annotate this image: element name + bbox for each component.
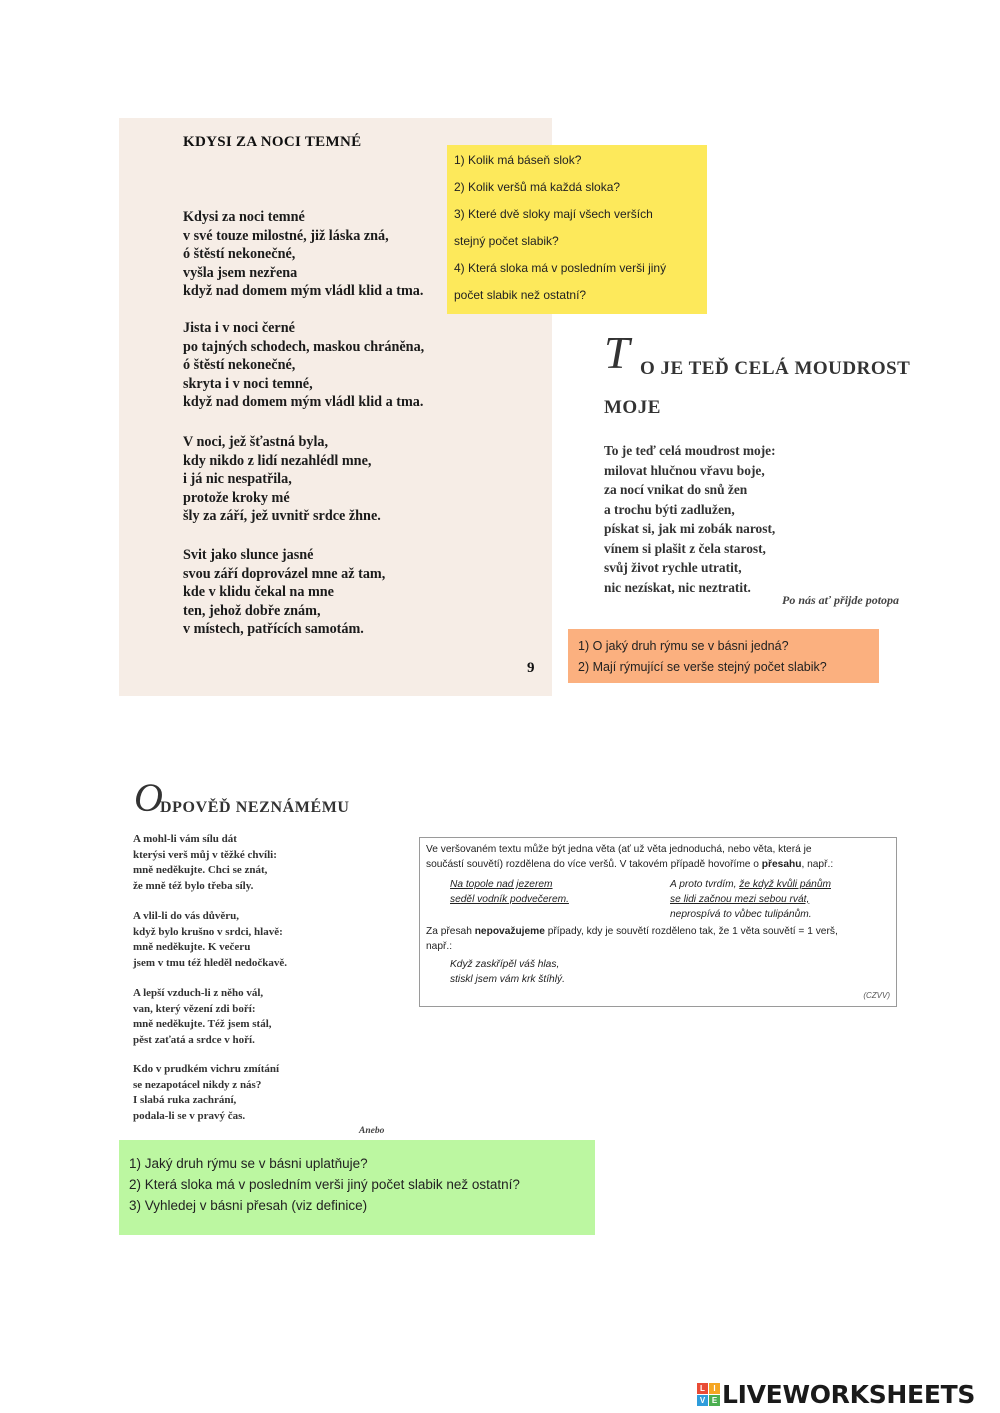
question: 2) Mají rýmující se verše stejný počet slabik? — [578, 660, 827, 674]
logo-cell: I — [709, 1383, 720, 1394]
verse: A lepší vzduch-li z něho vál, — [133, 987, 264, 999]
verse: v místech, patřících samotám. — [183, 621, 364, 638]
poem2-title: O JE TEĎ CELÁ MOUDROST — [640, 358, 911, 379]
definition-text-part: případy, kdy je souvětí rozděleno tak, že 1 věta souvětí = 1 verš, — [544, 926, 838, 937]
poem3-stanza-4 — [133, 1062, 279, 1124]
verse: podala-li se v pravý čas. — [133, 1109, 246, 1122]
example-verse: Když zaskřípěl váš hlas, — [450, 959, 560, 970]
verse: svůj život rychle utratit, — [604, 560, 742, 575]
poem2-body — [604, 441, 776, 597]
page-number: 9 — [527, 660, 535, 676]
verse: že mně též bylo třeba síly. — [133, 879, 254, 892]
definition-text-part: součástí souvětí) rozdělena do více veršů. V takovém případě hovoříme o — [426, 859, 762, 870]
example-verse: seděl vodník podvečerem. — [450, 893, 569, 905]
verse: mně neděkujte. Chci se znát, — [133, 864, 268, 877]
orange-question-box — [568, 629, 879, 683]
definition-text: Ve veršovaném textu může být jedna věta (ať už věta jednoduchá, nebo věta, která je — [426, 844, 812, 855]
question: 2) Kolik veršů má každá sloka? — [454, 180, 621, 194]
poem2-title-initial: T — [604, 327, 630, 378]
definition-text-part: Za přesah — [426, 926, 475, 937]
green-question-box — [119, 1140, 595, 1235]
example-verse: Na topole nad jezerem — [450, 879, 553, 890]
definition-text — [426, 926, 838, 937]
verse: a trochu býti zadlužen, — [604, 501, 735, 517]
term-nepovazujeme: nepovažujeme — [474, 926, 545, 937]
verse: pískat si, jak mi zobák narost, — [604, 521, 776, 536]
question: 1) Jaký druh rýmu se v básni uplatňuje? — [129, 1156, 368, 1171]
poem1-title: KDYSI ZA NOCI TEMNÉ — [183, 134, 362, 150]
verse: po tajných schodech, maskou chráněna, — [183, 338, 425, 355]
example-2 — [670, 878, 831, 922]
logo-cell: E — [709, 1395, 720, 1406]
verse: za nocí vnikat do snů žen — [604, 482, 748, 497]
verse: když bylo krušno v srdci, hlavě: — [133, 925, 283, 938]
verse: To je teď celá moudrost moje: — [604, 443, 776, 458]
example-verse: se lidi začnou mezi sebou rvát, — [670, 893, 810, 905]
question: 3) Které dvě sloky mají všech verších — [454, 207, 653, 221]
question: počet slabik než ostatní? — [454, 288, 587, 302]
logo-icon — [697, 1383, 720, 1406]
example-3 — [450, 958, 565, 988]
verse: vyšla jsem nezřena — [183, 264, 298, 281]
example-verse-part: A proto tvrdím, — [670, 879, 740, 890]
example-verse-part: že když kvůli pánům — [739, 879, 831, 890]
verse: pěst zaťatá a srdce v hoří. — [133, 1033, 255, 1046]
verse: svou září doprovázel mne až tam, — [183, 565, 386, 582]
definition-source: (CZVV) — [863, 991, 890, 1000]
definition-box — [419, 837, 897, 1007]
poem3-title-initial: O — [134, 775, 163, 820]
verse: Kdysi za noci temné — [183, 209, 305, 225]
verse: mně neděkujte. K večeru — [133, 941, 251, 954]
verse: Svit jako slunce jasné — [183, 547, 314, 563]
verse: milovat hlučnou vřavu boje, — [604, 462, 765, 478]
poem1-stanza-4 — [183, 546, 385, 639]
verse: kdy nikdo z lidí nezahlédl mne, — [183, 452, 372, 469]
logo-wordmark: LIVEWORKSHEETS — [722, 1379, 976, 1409]
poem2-source: Po nás ať přijde potopa — [782, 593, 900, 607]
verse: A vlil-li do vás důvěru, — [133, 910, 240, 922]
verse: nic nezískat, nic neztratit. — [604, 579, 751, 595]
question: 1) Kolik má báseň slok? — [454, 153, 582, 167]
verse: van, který vězení zdi boří: — [133, 1002, 256, 1015]
example-verse: neprospívá to vůbec tulipánům. — [670, 908, 812, 920]
question: 4) Která sloka má v posledním verši jiný — [454, 261, 667, 275]
definition-text — [426, 859, 833, 870]
verse: šly za září, jež uvnitř srdce žhne. — [183, 508, 381, 525]
example-1 — [450, 878, 569, 908]
poem3-stanza-2 — [133, 909, 287, 971]
verse: kde v klidu čekal na mne — [183, 584, 334, 601]
verse: I slabá ruka zachrání, — [133, 1094, 237, 1107]
verse: A mohl-li vám sílu dát — [133, 833, 237, 845]
verse: i já nic nespatřila, — [183, 471, 292, 488]
verse: v své touze milostné, již láska zná, — [183, 227, 389, 244]
poem1-stanza-1 — [183, 208, 423, 301]
verse: kterýsi verš můj v těžké chvíli: — [133, 848, 277, 861]
verse: ó štěstí nekonečné, — [183, 246, 296, 263]
liveworksheets-logo — [697, 1378, 975, 1410]
yellow-question-box — [447, 145, 707, 314]
poem1-stanza-2 — [183, 319, 424, 412]
verse: vínem si plašit z čela starost, — [604, 540, 766, 556]
verse: Kdo v prudkém vichru zmítání — [133, 1063, 280, 1075]
verse: ten, jehož dobře znám, — [183, 602, 321, 619]
poem3-title: DPOVĚĎ NEZNÁMÉMU — [160, 799, 350, 816]
definition-text-part: , např.: — [801, 859, 834, 870]
verse: když nad domem mým vládl klid a tma. — [183, 394, 424, 411]
poem3-source: Anebo — [359, 1126, 385, 1136]
question: 2) Která sloka má v posledním verši jiný počet slabik než ostatní? — [129, 1177, 520, 1192]
question: stejný počet slabik? — [454, 234, 559, 248]
verse: V noci, jež šťastná byla, — [183, 434, 329, 450]
term-presah: přesahu — [761, 859, 802, 870]
poem3-stanza-1 — [133, 832, 277, 894]
verse: skryta i v noci temné, — [183, 375, 313, 392]
verse: protože kroky mé — [183, 489, 290, 506]
example-verse: stiskl jsem vám krk štíhlý. — [450, 973, 565, 985]
verse: se nezapotácel nikdy z nás? — [133, 1078, 262, 1091]
question: 3) Vyhledej v básni přesah (viz definice) — [129, 1198, 368, 1213]
verse: Jista i v noci černé — [183, 320, 295, 336]
definition-text: např.: — [426, 941, 453, 952]
logo-cell: L — [697, 1383, 708, 1394]
question: 1) O jaký druh rýmu se v básni jedná? — [578, 639, 789, 653]
poem2-title-line2: MOJE — [604, 397, 661, 418]
poem1-stanza-3 — [183, 433, 381, 526]
verse: mně neděkujte. Též jsem stál, — [133, 1018, 272, 1031]
poem3-stanza-3 — [133, 986, 272, 1048]
verse: ó štěstí nekonečné, — [183, 357, 296, 374]
verse: když nad domem mým vládl klid a tma. — [183, 283, 424, 300]
logo-cell: V — [697, 1395, 708, 1406]
verse: jsem v tmu též hleděl nedočkavě. — [133, 956, 287, 969]
